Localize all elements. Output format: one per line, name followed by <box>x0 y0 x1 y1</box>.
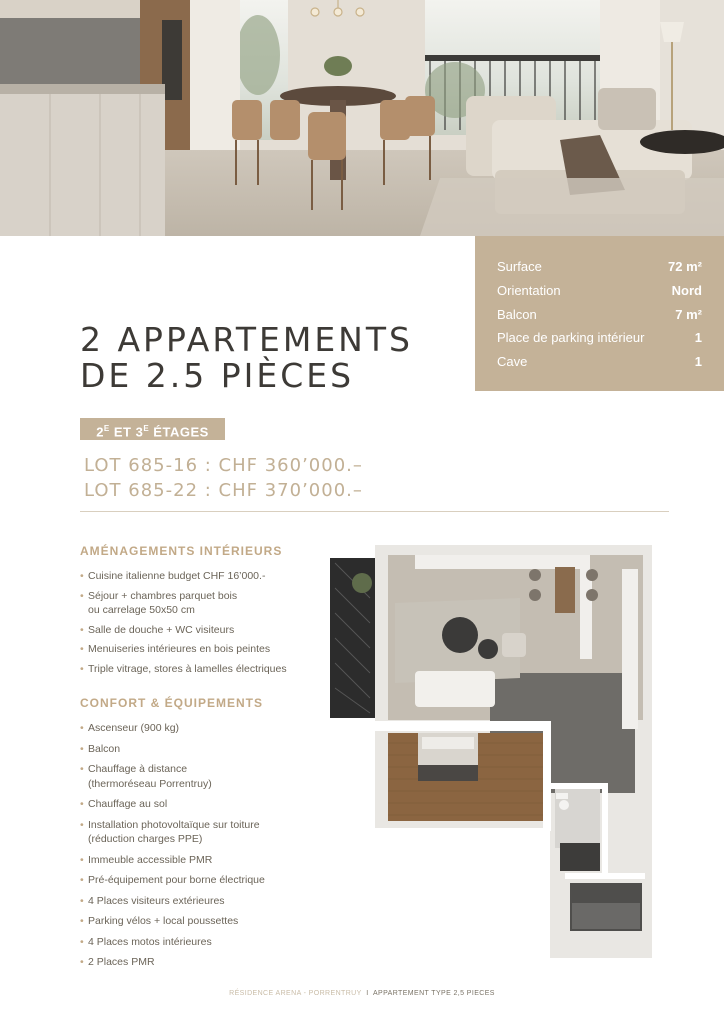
list-item: • Chauffage au sol <box>80 797 320 812</box>
spec-value: Nord <box>671 283 702 298</box>
floor-ordinal: E <box>103 424 110 433</box>
spec-row-balcon <box>497 307 702 327</box>
floor-suffix: ÉTAGES <box>149 424 209 440</box>
spec-value: 7 m² <box>675 307 702 322</box>
spec-value: 1 <box>694 330 702 345</box>
spec-label: Place de parking intérieur <box>497 330 645 345</box>
footer-separator: I <box>366 990 369 997</box>
spec-label: Cave <box>497 354 528 369</box>
hero-interior-image <box>0 0 724 236</box>
list-item: • Ascenseur (900 kg) <box>80 721 320 736</box>
list-item: • Immeuble accessible PMR <box>80 853 320 868</box>
floor-number: 3 <box>135 424 144 440</box>
lot-price-2: LOT 685-22 : CHF 370’000.– <box>84 480 363 501</box>
list-item: • Chauffage à distance (thermoréseau Porrentruy) <box>80 762 320 791</box>
spec-row-parking <box>497 330 702 350</box>
list-item: • Installation photovoltaïque sur toiture (réduction charges PPE) <box>80 818 320 847</box>
list-item: • 4 Places motos intérieures <box>80 935 320 950</box>
spec-label: Balcon <box>497 307 537 322</box>
spec-label: Surface <box>497 259 542 274</box>
section-title-confort: CONFORT & ÉQUIPEMENTS <box>80 696 264 710</box>
floor-ordinal: E <box>143 424 150 433</box>
title-line-1: 2 APPARTEMENTS <box>80 320 413 359</box>
footer-apartment-type: APPARTEMENT TYPE 2,5 PIECES <box>372 990 495 997</box>
list-item: • 4 Places visiteurs extérieures <box>80 894 320 909</box>
list-item: • Salle de douche + WC visiteurs <box>80 623 320 638</box>
footer-residence: RÉSIDENCE ARENA - PORRENTRUY <box>229 990 362 997</box>
list-item: • Parking vélos + local poussettes <box>80 914 320 929</box>
spec-row-surface <box>497 259 702 279</box>
footer <box>0 990 724 997</box>
spec-row-orientation <box>497 283 702 303</box>
living-room-render <box>0 0 724 236</box>
spec-value: 1 <box>694 354 702 369</box>
page-title <box>80 322 413 394</box>
divider <box>80 511 669 512</box>
list-item: • Séjour + chambres parquet bois ou carrelage 50x50 cm <box>80 589 320 618</box>
list-item: • Menuiseries intérieures en bois peintes <box>80 642 320 657</box>
spec-label: Orientation <box>497 283 561 298</box>
floor-plan-drawing <box>330 543 654 960</box>
specifications-box <box>475 236 724 391</box>
floor-conjunction: ET <box>109 424 136 440</box>
list-item: • 2 Places PMR <box>80 955 320 970</box>
list-item: • Cuisine italienne budget CHF 16’000.- <box>80 569 320 584</box>
amenagements-list <box>80 569 320 676</box>
lot-price-1: LOT 685-16 : CHF 360’000.– <box>84 455 363 476</box>
spec-value: 72 m² <box>668 259 702 274</box>
floor-plan <box>330 543 654 960</box>
section-title-amenagements: AMÉNAGEMENTS INTÉRIEURS <box>80 544 283 558</box>
floors-badge <box>80 418 225 440</box>
list-item: • Pré-équipement pour borne électrique <box>80 873 320 888</box>
spec-row-cave <box>497 354 702 374</box>
floor-number: 2 <box>96 424 104 440</box>
confort-list <box>80 721 320 970</box>
title-line-2: DE 2.5 PIÈCES <box>80 356 355 395</box>
list-item: • Balcon <box>80 742 320 757</box>
list-item: • Triple vitrage, stores à lamelles électriques <box>80 662 320 677</box>
